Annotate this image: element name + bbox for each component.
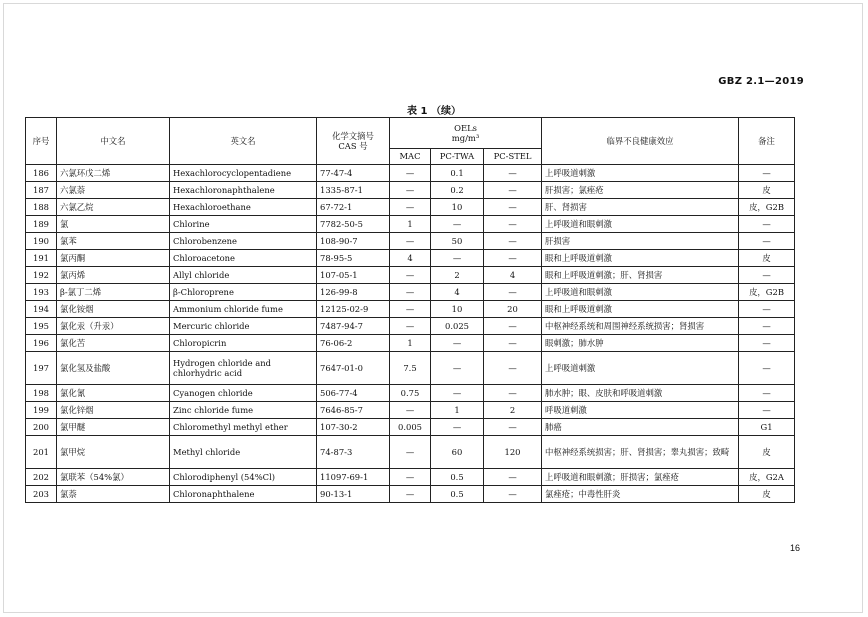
chinese-name-cell: 氯化铵烟 [57,301,170,318]
pc-twa-cell: — [431,419,484,436]
english-name-cell: Hexachloroethane [170,199,317,216]
col-header-index: 序号 [26,118,57,165]
note-cell: — [739,352,795,385]
chinese-name-cell: 氯丙烯 [57,267,170,284]
chinese-name-cell: 六氯环戊二烯 [57,165,170,182]
table-row [26,419,795,436]
col-header-oels [390,118,542,149]
col-header-cas-line1: 化学文摘号 [332,130,374,141]
health-effect-cell: 眼和上呼吸道刺激；肝、肾损害 [542,267,739,284]
note-cell: — [739,318,795,335]
chinese-name-cell: 氯甲醚 [57,419,170,436]
chinese-name-cell: 氯化苦 [57,335,170,352]
health-effect-cell: 眼和上呼吸道刺激 [542,301,739,318]
table-caption: 表 1 （续） [407,106,461,117]
note-cell: — [739,301,795,318]
pc-twa-cell: 10 [431,301,484,318]
table-row [26,199,795,216]
chinese-name-cell: 氯联苯（54%氯） [57,469,170,486]
row-index: 189 [26,216,57,233]
pc-stel-cell: — [484,182,542,199]
pc-stel-cell: — [484,233,542,250]
table-row [26,436,795,469]
health-effect-cell: 中枢神经系统和周围神经系统损害；肾损害 [542,318,739,335]
cas-number-cell: 11097-69-1 [317,469,390,486]
chinese-name-cell: 氯化汞（升汞） [57,318,170,335]
pc-stel-cell: 120 [484,436,542,469]
pc-twa-cell: 4 [431,284,484,301]
english-name-cell: Chloronaphthalene [170,486,317,503]
english-name-cell: Chlorodiphenyl (54%Cl) [170,469,317,486]
english-name-cell: Hydrogen chloride and chlorhydric acid [170,352,317,385]
pc-twa-cell: 60 [431,436,484,469]
row-index: 200 [26,419,57,436]
health-effect-cell: 肺水肿；眼、皮肤和呼吸道刺激 [542,385,739,402]
cas-number-cell: 7647-01-0 [317,352,390,385]
mac-cell: — [390,284,431,301]
health-effect-cell: 眼刺激；肺水肿 [542,335,739,352]
health-effect-cell: 肝、肾损害 [542,199,739,216]
cas-number-cell: 67-72-1 [317,199,390,216]
mac-cell: — [390,318,431,335]
pc-stel-cell: — [484,199,542,216]
pc-stel-cell: — [484,419,542,436]
pc-twa-cell: 0.5 [431,486,484,503]
pc-twa-cell: 1 [431,402,484,419]
chinese-name-cell: 氯苯 [57,233,170,250]
english-name-cell: Allyl chloride [170,267,317,284]
pc-twa-cell: — [431,216,484,233]
table-row [26,233,795,250]
page-number: 16 [789,543,800,553]
cas-number-cell: 7782-50-5 [317,216,390,233]
col-header-pc-twa: PC-TWA [431,149,484,165]
row-index: 188 [26,199,57,216]
mac-cell: 1 [390,216,431,233]
pc-stel-cell: — [484,165,542,182]
mac-cell: 0.75 [390,385,431,402]
col-header-pc-stel: PC-STEL [484,149,542,165]
cas-number-cell: 74-87-3 [317,436,390,469]
english-name-cell: β-Chloroprene [170,284,317,301]
health-effect-cell: 上呼吸道和眼刺激 [542,284,739,301]
note-cell: 皮，G2B [739,199,795,216]
health-effect-cell: 上呼吸道刺激 [542,352,739,385]
chinese-name-cell: 氯甲烷 [57,436,170,469]
mac-cell: 1 [390,335,431,352]
health-effect-cell: 呼吸道刺激 [542,402,739,419]
health-effect-cell: 肺癌 [542,419,739,436]
col-header-cas-line2: CAS 号 [338,141,368,151]
mac-cell: — [390,199,431,216]
table-row [26,469,795,486]
cas-number-cell: 107-05-1 [317,267,390,284]
col-header-health-effect: 临界不良健康效应 [542,118,739,165]
pc-twa-cell: 10 [431,199,484,216]
english-name-cell: Ammonium chloride fume [170,301,317,318]
chinese-name-cell: 六氯萘 [57,182,170,199]
mac-cell: — [390,165,431,182]
note-cell: G1 [739,419,795,436]
cas-number-cell: 107-30-2 [317,419,390,436]
health-effect-cell: 眼和上呼吸道刺激 [542,250,739,267]
english-name-cell: Mercuric chloride [170,318,317,335]
pc-stel-cell: 20 [484,301,542,318]
mac-cell: — [390,301,431,318]
pc-twa-cell: 50 [431,233,484,250]
table-row [26,318,795,335]
pc-stel-cell: — [484,250,542,267]
col-header-mac: MAC [390,149,431,165]
mac-cell: — [390,182,431,199]
row-index: 195 [26,318,57,335]
oel-table [25,117,795,503]
mac-cell: — [390,267,431,284]
pc-twa-cell: 0.5 [431,469,484,486]
cas-number-cell: 1335-87-1 [317,182,390,199]
chinese-name-cell: 氯丙酮 [57,250,170,267]
col-header-oels-unit: mg/m³ [451,133,480,143]
pc-twa-cell: — [431,385,484,402]
chinese-name-cell: 氯化氢及盐酸 [57,352,170,385]
chinese-name-cell: 氯化氰 [57,385,170,402]
note-cell: — [739,165,795,182]
table-row [26,385,795,402]
pc-stel-cell: — [484,318,542,335]
row-index: 187 [26,182,57,199]
row-index: 193 [26,284,57,301]
english-name-cell: Zinc chloride fume [170,402,317,419]
row-index: 198 [26,385,57,402]
health-effect-cell: 上呼吸道刺激 [542,165,739,182]
pc-stel-cell: 4 [484,267,542,284]
pc-twa-cell: 2 [431,267,484,284]
english-name-cell: Hexachlorocyclopentadiene [170,165,317,182]
english-name-cell: Cyanogen chloride [170,385,317,402]
mac-cell: 0.005 [390,419,431,436]
row-index: 191 [26,250,57,267]
english-name-cell: Chlorine [170,216,317,233]
chinese-name-cell: 六氯乙烷 [57,199,170,216]
mac-cell: — [390,469,431,486]
health-effect-cell: 肝损害 [542,233,739,250]
pc-twa-cell: — [431,352,484,385]
pc-twa-cell: — [431,335,484,352]
mac-cell: — [390,233,431,250]
row-index: 196 [26,335,57,352]
cas-number-cell: 7646-85-7 [317,402,390,419]
table-row [26,352,795,385]
pc-stel-cell: — [484,385,542,402]
pc-twa-cell: 0.2 [431,182,484,199]
cas-number-cell: 76-06-2 [317,335,390,352]
table-row [26,250,795,267]
table-row [26,284,795,301]
health-effect-cell: 上呼吸道和眼刺激；肝损害；氯痤疮 [542,469,739,486]
chinese-name-cell: 氯化锌烟 [57,402,170,419]
note-cell: — [739,267,795,284]
note-cell: — [739,385,795,402]
pc-stel-cell: — [484,335,542,352]
cas-number-cell: 506-77-4 [317,385,390,402]
english-name-cell: Chlorobenzene [170,233,317,250]
pc-stel-cell: — [484,216,542,233]
health-effect-cell: 中枢神经系统损害；肝、肾损害；睾丸损害；致畸 [542,436,739,469]
col-header-oels-line1: OELs [454,122,477,133]
table-row [26,182,795,199]
col-header-english-name: 英文名 [170,118,317,165]
english-name-cell: Chloropicrin [170,335,317,352]
row-index: 194 [26,301,57,318]
cas-number-cell: 12125-02-9 [317,301,390,318]
health-effect-cell: 氯痤疮；中毒性肝炎 [542,486,739,503]
note-cell: 皮 [739,250,795,267]
row-index: 203 [26,486,57,503]
note-cell: 皮，G2A [739,469,795,486]
row-index: 192 [26,267,57,284]
pc-stel-cell: 2 [484,402,542,419]
row-index: 190 [26,233,57,250]
col-header-chinese-name: 中文名 [57,118,170,165]
col-header-cas [317,118,390,165]
mac-cell: 7.5 [390,352,431,385]
note-cell: 皮 [739,436,795,469]
pc-twa-cell: — [431,250,484,267]
pc-stel-cell: — [484,352,542,385]
table-row [26,165,795,182]
mac-cell: 4 [390,250,431,267]
mac-cell: — [390,436,431,469]
pc-stel-cell: — [484,486,542,503]
chinese-name-cell: 氯萘 [57,486,170,503]
row-index: 197 [26,352,57,385]
note-cell: 皮，G2B [739,284,795,301]
cas-number-cell: 7487-94-7 [317,318,390,335]
note-cell: 皮 [739,486,795,503]
row-index: 201 [26,436,57,469]
chinese-name-cell: 氯 [57,216,170,233]
english-name-cell: Chloroacetone [170,250,317,267]
table-row [26,301,795,318]
note-cell: 皮 [739,182,795,199]
col-header-note: 备注 [739,118,795,165]
standard-code: GBZ 2.1—2019 [718,76,804,87]
cas-number-cell: 126-99-8 [317,284,390,301]
cas-number-cell: 90-13-1 [317,486,390,503]
cas-number-cell: 77-47-4 [317,165,390,182]
table-row [26,216,795,233]
note-cell: — [739,216,795,233]
cas-number-cell: 108-90-7 [317,233,390,250]
pc-twa-cell: 0.1 [431,165,484,182]
pc-stel-cell: — [484,284,542,301]
table-row [26,402,795,419]
table-row [26,486,795,503]
pc-stel-cell: — [484,469,542,486]
mac-cell: — [390,486,431,503]
table-row [26,335,795,352]
cas-number-cell: 78-95-5 [317,250,390,267]
health-effect-cell: 肝损害；氯痤疮 [542,182,739,199]
row-index: 202 [26,469,57,486]
note-cell: — [739,335,795,352]
health-effect-cell: 上呼吸道和眼刺激 [542,216,739,233]
english-name-cell: Methyl chloride [170,436,317,469]
pc-twa-cell: 0.025 [431,318,484,335]
note-cell: — [739,402,795,419]
english-name-cell: Hexachloronaphthalene [170,182,317,199]
mac-cell: — [390,402,431,419]
row-index: 199 [26,402,57,419]
row-index: 186 [26,165,57,182]
table-row [26,267,795,284]
chinese-name-cell: β-氯丁二烯 [57,284,170,301]
note-cell: — [739,233,795,250]
english-name-cell: Chloromethyl methyl ether [170,419,317,436]
